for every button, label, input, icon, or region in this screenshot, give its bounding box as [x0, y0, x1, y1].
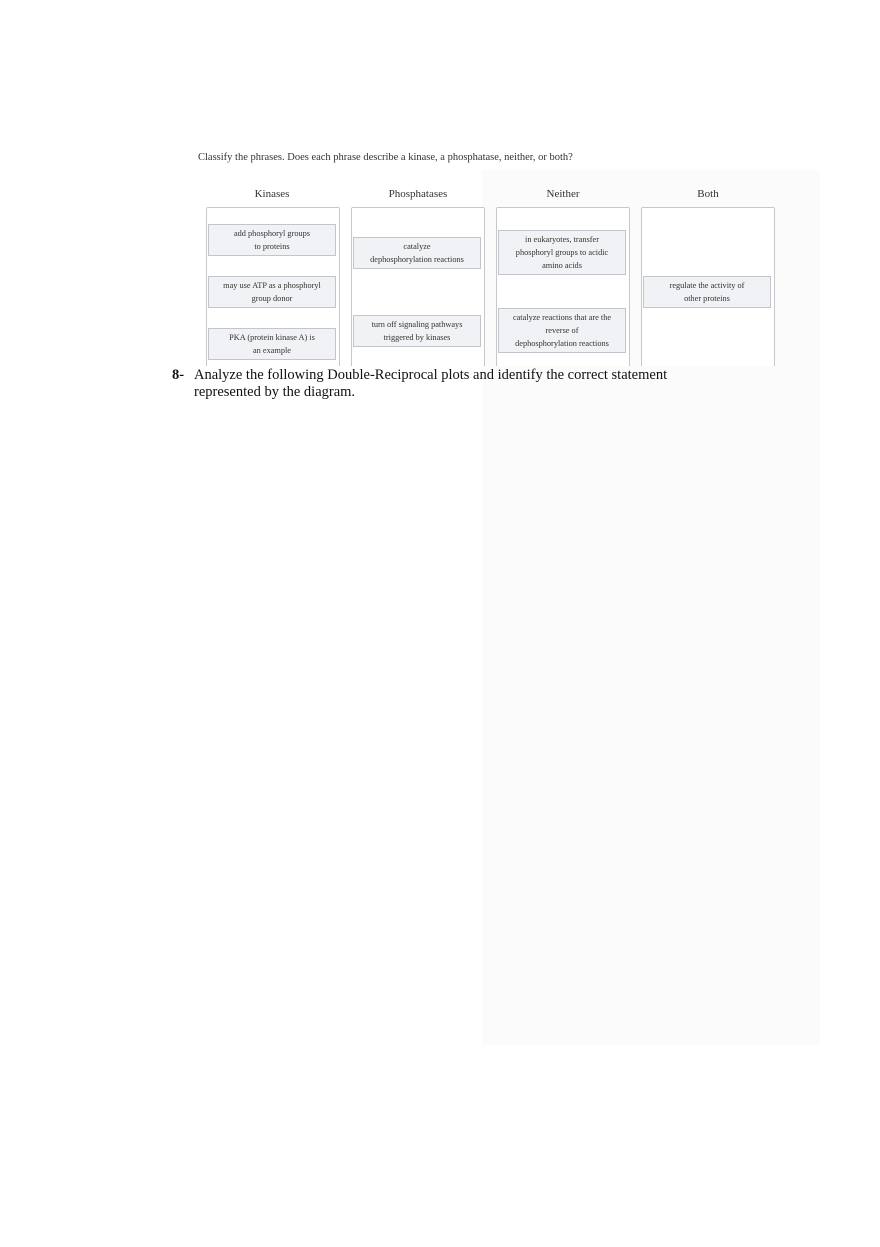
figure-prompt: Classify the phrases. Does each phrase describe a kinase, a phosphatase, neither, or both?	[198, 152, 573, 163]
column-heading-both: Both	[697, 188, 719, 200]
phrase-line: an example	[252, 346, 291, 355]
phrase-line: other proteins	[684, 294, 730, 303]
column-heading-phosphatases: Phosphatases	[388, 188, 448, 200]
phrase-line: add phosphoryl groups	[233, 229, 311, 238]
phrase-line: turn off signaling pathways	[371, 320, 463, 329]
classification-figure	[196, 146, 786, 364]
phrase-line: phosphoryl groups to acidic	[515, 248, 609, 257]
phrase-line: regulate the activity of	[669, 281, 745, 290]
phrase-line: may use ATP as a phosphoryl	[223, 281, 321, 290]
phrase-line: catalyze	[403, 242, 431, 251]
phrase-card[interactable]	[353, 237, 481, 269]
phrase-line: in eukaryotes, transfer	[525, 235, 599, 244]
phrase-line: to proteins	[254, 242, 290, 251]
phrase-card[interactable]	[208, 224, 336, 256]
question-number: 8-	[172, 367, 185, 383]
drop-zone-neither[interactable]	[496, 207, 630, 366]
phrase-line: triggered by kinases	[383, 333, 451, 342]
phrase-card[interactable]	[208, 276, 336, 308]
phrase-line: dephosphorylation reactions	[370, 255, 464, 264]
phrase-card[interactable]	[208, 328, 336, 360]
phrase-line: group donor	[251, 294, 293, 303]
drop-zone-phosphatases[interactable]	[351, 207, 485, 366]
phrase-line: dephosphorylation reactions	[515, 339, 609, 348]
phrase-line: catalyze reactions that are the	[512, 313, 612, 322]
phrase-card[interactable]	[353, 315, 481, 347]
question-text	[194, 367, 704, 401]
phrase-line: amino acids	[542, 261, 582, 270]
drop-zone-kinases[interactable]	[206, 207, 340, 366]
column-heading-neither: Neither	[546, 188, 580, 200]
question-line: represented by the diagram.	[194, 384, 356, 400]
phrase-card[interactable]	[498, 308, 626, 353]
question-line: Analyze the following Double-Reciprocal plots and identify the correct statement	[194, 367, 668, 383]
phrase-line: reverse of	[545, 326, 579, 335]
phrase-line: PKA (protein kinase A) is	[229, 333, 315, 342]
drop-zone-both[interactable]	[641, 207, 775, 366]
column-heading-kinases: Kinases	[254, 188, 290, 200]
phrase-card[interactable]	[498, 230, 626, 275]
phrase-card[interactable]	[643, 276, 771, 308]
